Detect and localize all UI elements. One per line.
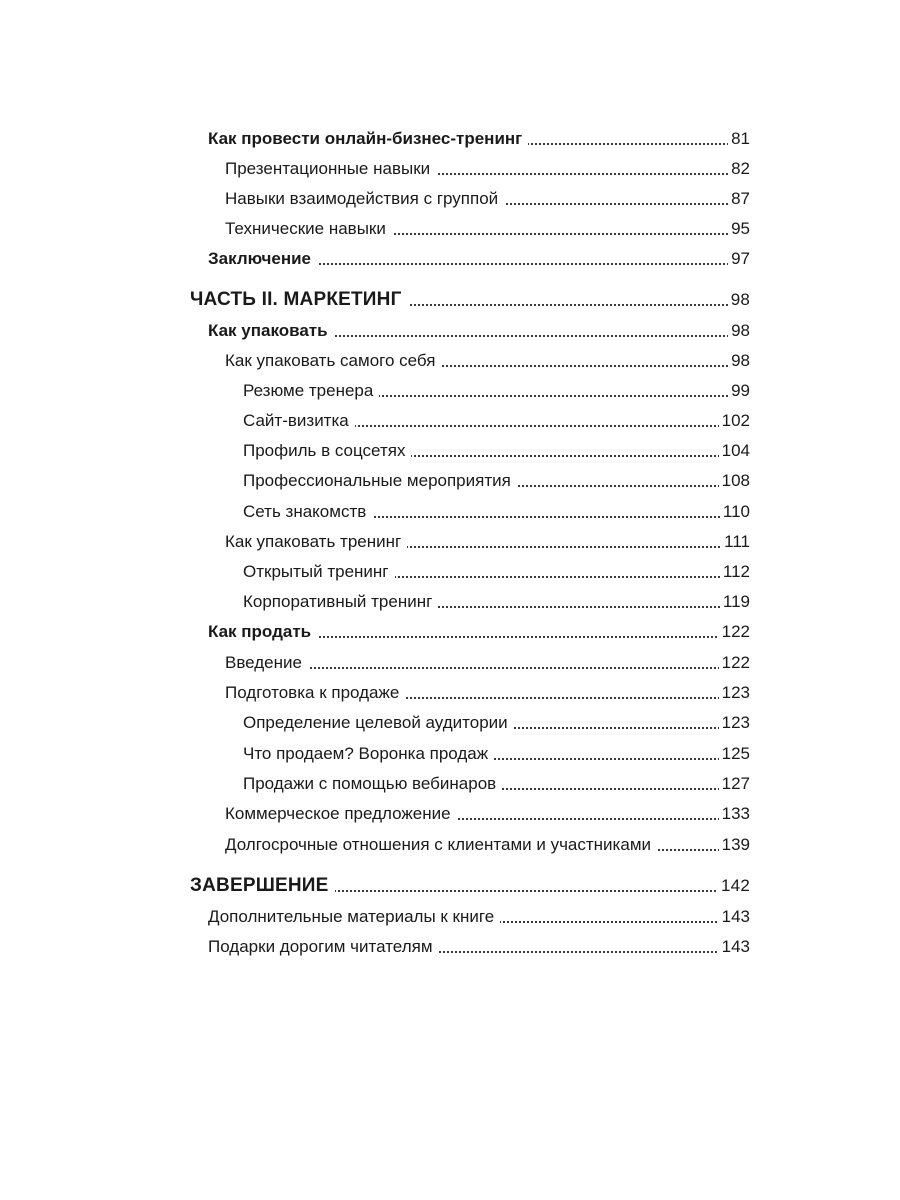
toc-entry-title: Корпоративный тренинг [243, 587, 438, 617]
toc-entry-page-number: 119 [720, 587, 750, 617]
toc-entry [0, 678, 900, 708]
toc-entry-page-number: 98 [728, 316, 750, 346]
toc-entry-title: ЗАВЕРШЕНИЕ [190, 871, 335, 901]
toc-entry [0, 436, 900, 466]
toc-entry [0, 124, 900, 154]
toc-entry-title: Сеть знакомств [243, 497, 372, 527]
toc-entry-page-number: 104 [719, 436, 750, 466]
toc-entry [0, 214, 900, 244]
toc-entry [0, 244, 900, 274]
toc-entry [0, 316, 900, 346]
toc-entry-page-number: 111 [721, 527, 750, 557]
toc-entry-title: Профиль в соцсетях [243, 436, 411, 466]
toc-entry-title: Как провести онлайн-бизнес-тренинг [208, 124, 528, 154]
toc-entry-page-number: 97 [728, 244, 750, 274]
toc-entry [0, 617, 900, 647]
toc-entry-page-number: 122 [719, 617, 750, 647]
toc-entry-title: Долгосрочные отношения с клиентами и участниками [225, 830, 657, 860]
toc-entry-title: Введение [225, 648, 308, 678]
toc-entry-title: Профессиональные мероприятия [243, 466, 517, 496]
toc-entry-page-number: 102 [719, 406, 750, 436]
toc-entry [0, 587, 900, 617]
toc-entry-page-number: 125 [719, 739, 750, 769]
toc-entry-title: Технические навыки [225, 214, 392, 244]
toc-entry-page-number: 143 [719, 932, 750, 962]
toc-entry-page-number: 95 [728, 214, 750, 244]
toc-entry [0, 527, 900, 557]
toc-entry [0, 799, 900, 829]
toc-entry-page-number: 127 [719, 769, 750, 799]
toc-entry-title: Как упаковать [208, 316, 334, 346]
toc-entry-title: Подготовка к продаже [225, 678, 405, 708]
toc-entry-page-number: 139 [719, 830, 750, 860]
toc-entry [0, 557, 900, 587]
toc-entry [0, 932, 900, 962]
toc-entry-title: Заключение [208, 244, 317, 274]
toc-entry-title: Сайт-визитка [243, 406, 355, 436]
toc-entry [0, 497, 900, 527]
toc-entry [0, 285, 900, 315]
toc-entry [0, 902, 900, 932]
toc-entry-title: Подарки дорогим читателям [208, 932, 439, 962]
toc-entry [0, 406, 900, 436]
toc-entry-title: Открытый тренинг [243, 557, 395, 587]
toc-entry-title: Навыки взаимодействия с группой [225, 184, 504, 214]
toc-entry [0, 871, 900, 901]
toc-entry-page-number: 143 [719, 902, 750, 932]
toc-entry [0, 830, 900, 860]
toc-entry-title: Как упаковать тренинг [225, 527, 407, 557]
toc-entry-page-number: 123 [719, 708, 750, 738]
toc-entry-page-number: 98 [728, 285, 750, 315]
toc-entry-page-number: 99 [728, 376, 750, 406]
toc-entry-page-number: 108 [719, 466, 750, 496]
toc-entry-title: Как продать [208, 617, 317, 647]
toc-entry-page-number: 98 [728, 346, 750, 376]
toc-entry-page-number: 122 [719, 648, 750, 678]
toc-entry [0, 184, 900, 214]
toc-entry-page-number: 112 [720, 557, 750, 587]
toc-entry-page-number: 142 [718, 871, 750, 901]
toc-entry-title: ЧАСТЬ II. МАРКЕТИНГ [190, 285, 408, 315]
toc-entry-page-number: 82 [728, 154, 750, 184]
toc-entry-page-number: 133 [719, 799, 750, 829]
toc-entry-title: Что продаем? Воронка продаж [243, 739, 494, 769]
toc-entry [0, 708, 900, 738]
toc-entry [0, 648, 900, 678]
toc-entry-title: Дополнительные материалы к книге [208, 902, 500, 932]
toc-entry [0, 346, 900, 376]
toc-entry [0, 376, 900, 406]
toc-entry-title: Определение целевой аудитории [243, 708, 514, 738]
toc-entry-title: Как упаковать самого себя [225, 346, 441, 376]
toc-entry-page-number: 81 [728, 124, 750, 154]
toc-entry [0, 466, 900, 496]
toc-entry [0, 154, 900, 184]
toc-entry-title: Презентационные навыки [225, 154, 436, 184]
toc-entry [0, 769, 900, 799]
toc-entry-title: Коммерческое предложение [225, 799, 457, 829]
toc-entry-page-number: 87 [728, 184, 750, 214]
toc-entry [0, 739, 900, 769]
toc-entry-title: Продажи с помощью вебинаров [243, 769, 502, 799]
toc-entry-page-number: 110 [720, 497, 750, 527]
toc-entry-title: Резюме тренера [243, 376, 379, 406]
toc-entry-page-number: 123 [719, 678, 750, 708]
